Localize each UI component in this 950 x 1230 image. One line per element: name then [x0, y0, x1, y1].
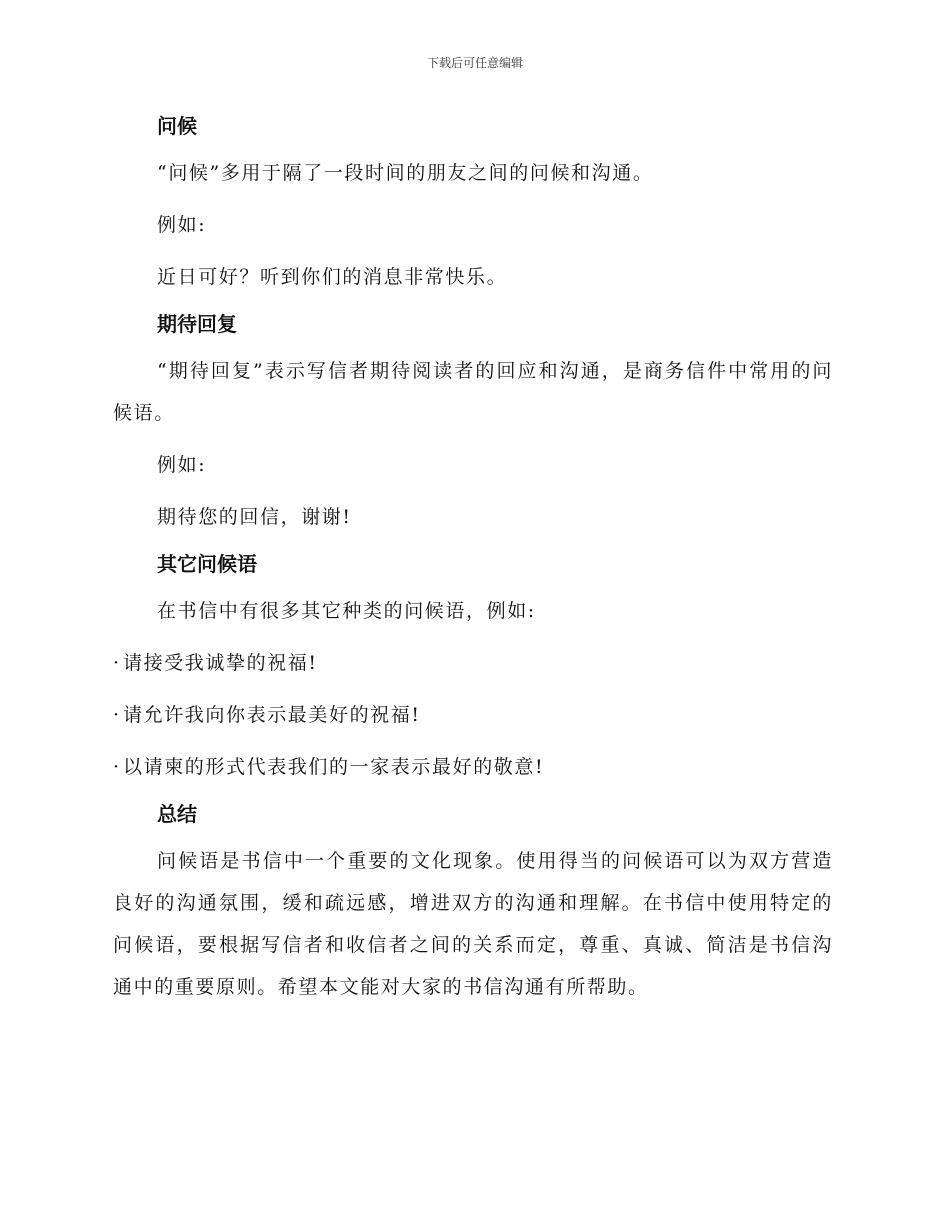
list-item-text: 请接受我诚挚的祝福!	[123, 652, 318, 674]
paragraph: 期待您的回信，谢谢!	[157, 506, 352, 528]
list-item-text: 以请柬的形式代表我们的一家表示最好的敬意!	[123, 756, 545, 778]
bullet-mark: ·	[113, 756, 121, 778]
paragraph: 近日可好？听到你们的消息非常快乐。	[157, 266, 508, 288]
section-heading-summary: 总结	[157, 802, 197, 826]
paragraph: 例如:	[157, 214, 207, 236]
page-header-note: 下载后可任意编辑	[426, 56, 523, 70]
paragraph: 例如:	[157, 454, 207, 476]
document-body	[113, 110, 833, 1008]
section-heading-greeting: 问候	[157, 114, 197, 138]
paragraph: 问候语是书信中一个重要的文化现象。使用得当的问候语可以为双方营造良好的沟通氛围，缓和疏远感，增进双方的沟通和理解。在书信中使用特定的问候语，要根据写信者和收信者之间的关系而定，尊重、真诚、简洁是书信沟通中的重要原则。希望本文能对大家的书信沟通有所帮助。	[113, 850, 833, 998]
list-item-text: 请允许我向你表示最美好的祝福!	[123, 704, 421, 726]
list-item	[113, 642, 833, 684]
list-item	[113, 694, 833, 736]
list-item	[113, 746, 833, 788]
section-heading-other-greetings: 其它问候语	[157, 552, 257, 576]
paragraph: “问候”多用于隔了一段时间的朋友之间的问候和沟通。	[157, 162, 654, 184]
bullet-mark: ·	[113, 704, 121, 726]
section-heading-await-reply: 期待回复	[157, 312, 237, 336]
paragraph: “期待回复”表示写信者期待阅读者的回应和沟通，是商务信件中常用的问候语。	[113, 360, 833, 424]
paragraph: 在书信中有很多其它种类的问候语，例如:	[157, 600, 536, 622]
bullet-mark: ·	[113, 652, 121, 674]
